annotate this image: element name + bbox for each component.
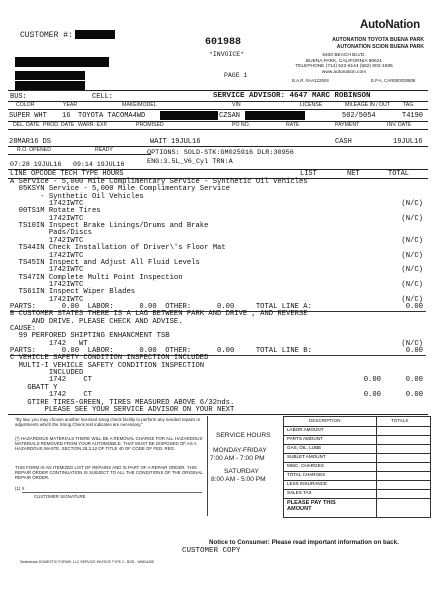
dealer-website: www.autonation.com	[321, 69, 367, 75]
totals-row-label: GAS, OIL, LUBE	[287, 445, 322, 450]
repair-line-text: PLEASE SEE YOUR SERVICE ADVISOR ON YOUR NEXT	[10, 405, 235, 414]
label-del-date: DEL. DATE	[13, 122, 40, 128]
smog-notice: "By law, you may choose another licensed smog check facility to perform any needed repairs or adjustments which the Smog Check test indicates are necessary."	[15, 417, 201, 428]
totals-row-label: LABOR AMOUNT	[287, 427, 324, 432]
grid-rule	[8, 109, 428, 110]
repair-line	[10, 319, 426, 326]
cell-label: CELL:	[92, 93, 114, 101]
engine-line: ENG:3.5L_V6_Cyl TRN:A	[147, 158, 233, 166]
col-net-header: NET	[347, 170, 360, 178]
bus-label: BUS:	[10, 93, 27, 101]
label-license: LICENSE	[300, 102, 323, 108]
repair-line-text: INCLUDED	[10, 369, 84, 378]
repair-line-text: GBATT Y	[10, 383, 58, 392]
label-rate: RATE	[286, 122, 300, 128]
repair-line-text: 1742IWTC	[10, 266, 84, 275]
repair-line-text: 00TS1M Rotate Tires	[10, 207, 101, 216]
signature-x: (1) X	[15, 486, 25, 491]
vin-tail-redacted	[245, 111, 305, 120]
repair-line-total: 0.00	[405, 302, 423, 311]
totals-desc-header: DESCRIPTION	[309, 418, 341, 423]
label-vin: VIN	[232, 102, 241, 108]
repair-line-text: A Service - 5,000 Mile Complimentary Service - Synthetic Oil Vehicles	[10, 178, 308, 186]
epa-id: E.P.A. CAR000030808	[371, 78, 416, 83]
value-del-date: 28MAR16 DS	[9, 138, 52, 146]
repair-line-text: 1742IWTC	[10, 251, 84, 260]
totals-row-label: SALES TAX	[287, 490, 312, 495]
repair-line-total: (N/C)	[401, 214, 423, 223]
customer-name-redacted	[15, 57, 109, 67]
brand-logo: AutoNation	[360, 19, 420, 31]
repair-line-text: TS44IN Check Installation of Driver\'s Floor Mat	[10, 244, 226, 253]
repair-line-text: TS10IN Inspect Brake Linings/Drums and Brake	[10, 222, 209, 231]
value-payment: CASH	[335, 138, 352, 146]
repair-line-total: 0.00	[405, 347, 423, 356]
repair-line-text: CAUSE:	[10, 325, 36, 333]
repair-line-total: 0.00	[405, 391, 423, 400]
totals-row-label: MISC. CHARGES	[287, 463, 324, 468]
repair-line-total: (N/C)	[401, 339, 423, 348]
form-note: Dealertrack DOMESTIC FORMS, LLC SERVICE INVOICE TYPE 2 - BSD - WMD4455	[20, 560, 154, 564]
weekday-hours: 7:00 AM - 7:00 PM	[210, 455, 265, 462]
saturday-hours: 8:00 AM - 5:00 PM	[211, 476, 266, 483]
col-list-header: LIST	[300, 170, 317, 178]
repair-line-text: 1742 WT	[10, 339, 88, 348]
hazard-notice: (*) HAZARDOUS MATERIALS THERE WILL BE A REMOVAL CHARGE FOR ALL HAZARDOUS MATERIALS REMOVED FROM YOUR AUTOMOBILE, THAT MUST BE DISPOSED OF AS A HAZARDOUS WASTE. SECTION 28.3.12 OF TITLE 40 OF CODE OF FED. REG.	[15, 436, 203, 452]
repair-line-total: (N/C)	[401, 295, 423, 304]
service-advisor: SERVICE ADVISOR: 4647 MARC ROBINSON	[213, 92, 371, 100]
saturday-days: SATURDAY	[224, 468, 259, 475]
label-ro-opened: R.O. OPENED	[17, 147, 52, 153]
label-tag: TAG	[403, 102, 414, 108]
label-year: YEAR	[63, 102, 78, 108]
repair-line-text: 05KSYN Service - 5,000 Mile Complimentary Service	[10, 185, 230, 194]
repair-line-total: (N/C)	[401, 251, 423, 260]
totals-row-label: TOTAL CHARGES	[287, 472, 326, 477]
weekday-days: MONDAY-FRIDAY	[213, 447, 267, 454]
value-promised: WAIT 19JUL16	[150, 138, 201, 146]
signature-line	[22, 492, 202, 493]
itemized-notice: THIS FORM IS AN ITEMIZED LIST OF REPAIRS AND IS PART OF A REPAIR ORDER. THIS REPAIR ORDER CONTINUATION IS SUBJECT TO ALL THE CONDITIONS OF THE ORIGINAL REPAIR ORDER.	[15, 465, 203, 481]
totals-row-label: PARTS AMOUNT	[287, 436, 323, 441]
repair-line-text: MULTI-I VEHICLE SAFETY CONDITION INSPECTION	[10, 361, 205, 370]
repair-line-text: GTIRE TIRES-GREEN, TIRES MEASURED ABOVE 6/32nds.	[10, 398, 235, 407]
footer-rule	[8, 414, 428, 415]
repair-line-total: 0.00	[405, 376, 423, 385]
opened-time: 07:28 19JUL16	[10, 161, 62, 168]
label-make-model: MAKE/MODEL	[122, 102, 157, 108]
grid-rule	[8, 154, 151, 155]
repair-line-text: TS45IN Inspect and Adjust All Fluid Levels	[10, 258, 200, 267]
repair-line-text: 1742 CT	[10, 376, 92, 385]
service-hours-title: SERVICE HOURS	[216, 432, 271, 439]
value-make-model: TOYOTA TACOMA4WD	[78, 112, 146, 120]
col-line-header: LINE OPCODE TECH TYPE HOURS	[10, 170, 124, 178]
label-payment: PAYMENT	[335, 122, 360, 128]
bar-id: B.A.R. #AA122504	[292, 78, 329, 83]
value-mileage: 502/5054	[342, 112, 376, 120]
dealer-name-2: AUTONATION SCION BUENA PARK	[336, 44, 424, 50]
repair-line-text: PARTS: 0.00 LABOR: 0.00 OTHER: 0.00 TOTAL LINE A:	[10, 302, 312, 311]
grid-rule	[8, 146, 428, 147]
repair-line-text: PARTS: 0.00 LABOR: 0.00 OTHER: 0.00 TOTAL LINE B:	[10, 347, 312, 356]
col-total-header: TOTAL	[388, 170, 410, 178]
repair-line-text: 1742IWTC	[10, 295, 84, 304]
invoice-label: *INVOICE*	[209, 51, 245, 58]
signature-label: CUSTOMER SIGNATURE	[34, 494, 86, 499]
repair-line-text: - Synthetic Oil Vehicles	[10, 192, 144, 201]
repair-line-net: 0.00	[363, 391, 381, 400]
dealer-address-1: 6400 BEACH BLVD.	[322, 53, 366, 58]
value-year: 16	[62, 112, 71, 120]
repair-line	[10, 377, 426, 384]
label-mileage: MILEAGE IN / OUT	[345, 102, 390, 108]
options-line: OPTIONS: SOLD-STK:GM025916 DLR:30956	[147, 149, 294, 157]
totals-row	[284, 489, 430, 499]
consumer-notice: Notice to Consumer: Please read important information on back.	[209, 539, 399, 546]
totals-row-label: SUBLET AMOUNT	[287, 454, 326, 459]
repair-line-total: (N/C)	[401, 266, 423, 275]
repair-line-text: 1742IWTC	[10, 200, 84, 209]
dealer-address-2: BUENA PARK, CALIFORNIA 90621	[305, 58, 383, 64]
totals-row-label: LESS INSURANCE	[287, 481, 328, 486]
label-prod-date: PROD. DATE	[43, 122, 75, 128]
customer-number-label: CUSTOMER #:	[20, 31, 73, 40]
repair-line-text: AND DRIVE. PLEASE CHECK AND ADVISE.	[10, 317, 183, 326]
repair-line-text: C VEHICLE SAFETY CONDITION INSPECTION INCLUDED	[10, 354, 209, 363]
vin-redacted	[160, 111, 218, 120]
copy-label: CUSTOMER COPY	[182, 547, 241, 555]
repair-line-text: 1742IWTC	[10, 214, 84, 223]
repair-line-total: (N/C)	[401, 200, 423, 209]
value-vin: CZSAN	[219, 112, 241, 120]
label-warr-exp: WARR. EXP.	[78, 122, 108, 128]
repair-line-text: 99 PERFORED SHIPTING ENHANCMENT TSB	[10, 332, 170, 341]
repair-line-text: TS61IN Inspect Wiper Blades	[10, 288, 136, 297]
repair-line-total: (N/C)	[401, 280, 423, 289]
repair-line-text: 1742IWTC	[10, 236, 84, 245]
ready-time: 09:14 19JUL16	[73, 161, 125, 168]
pay-label: PLEASE PAY THIS AMOUNT	[287, 500, 336, 512]
label-inv-date: INV. DATE	[387, 122, 412, 128]
repair-line-text: 1742 CT	[10, 391, 92, 400]
label-promised: PROMISED	[136, 122, 164, 128]
label-ready: READY	[95, 147, 113, 153]
repair-line-text: 1742IWTC	[10, 280, 84, 289]
customer-number-redacted	[75, 30, 115, 39]
repair-line-text: Pads/Discs	[10, 229, 92, 238]
repair-line-total: (N/C)	[401, 236, 423, 245]
value-inv-date: 19JUL16	[393, 138, 423, 146]
totals-amount-header: TOTALS	[391, 418, 409, 423]
customer-address-redacted	[15, 71, 85, 80]
repair-line-net: 0.00	[363, 376, 381, 385]
grid-rule	[8, 129, 428, 130]
customer-city-redacted	[15, 81, 85, 90]
label-po-no: PO NO.	[232, 122, 251, 128]
footer-divider	[207, 416, 208, 516]
value-color: SUPER WHT	[9, 112, 47, 120]
dealer-telephone: TELEPHONE (714) 522-6144 (562) 802-1585	[295, 64, 393, 69]
repair-line-text: B CUSTOMER STATES THERE IS A LAG BETWEEN PARK AND DRIVE , AND REVERSE	[10, 310, 308, 319]
value-tag: T4190	[402, 112, 424, 120]
repair-line-text: TS47IN Complete Multi Point Inspection	[10, 273, 183, 282]
dealer-name-1: AUTONATION TOYOTA BUENA PARK	[332, 37, 424, 43]
repair-lines	[10, 179, 430, 414]
totals-box	[283, 416, 431, 518]
page-label: PAGE 1	[224, 72, 248, 79]
header-rule	[8, 90, 428, 91]
spacer	[96, 582, 97, 583]
label-color: COLOR	[16, 102, 35, 108]
ro-number: 601988	[205, 37, 242, 48]
